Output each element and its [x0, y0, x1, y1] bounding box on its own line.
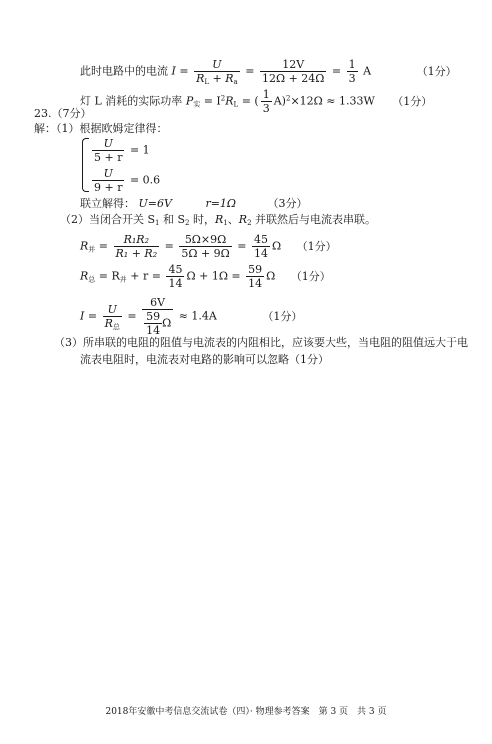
solution-part2-heading: （2）当闭合开关 $S_1$ 和 $S_2$ 时，$R_1$、$R_2$ 并联然后与电流表串联。 — [60, 213, 377, 227]
equation-b: $\frac{U}{9 + r}$ = 0.6 — [94, 167, 161, 194]
fraction-voltage-over-resistance: $\frac{12V}{12\Omega + 24\Omega}$ — [261, 58, 325, 85]
fraction-u-over-r — [194, 58, 240, 85]
power-calc-line: 灯 L 消耗的实际功率 $P_实 = I^2R_L$ = ( $\frac{1}{3}$ A)$^2$×12Ω ≈ 1.33W （1分） — [80, 88, 433, 115]
current-result-line: I = $\frac{U}{R_总}$ = 6V $\frac{59}{14}$ Ω ≈ 1.4A （1分） — [80, 296, 303, 337]
score-label: （3分） — [267, 197, 308, 210]
score-label: （1分） — [392, 94, 433, 108]
power-symbol: P — [185, 94, 194, 108]
fraction-one-third: $\frac{1}{3}$ — [262, 88, 270, 115]
solution-part3-line1: （3）所串联的电阻的阻值与电流表的内阻相比，应该要大些，当电阻的阻值远大于电 — [54, 336, 468, 349]
fraction-one-third: $\frac{1}{3}$ — [348, 58, 356, 85]
score-label: （1分） — [290, 269, 331, 283]
solution-label: 解： — [34, 122, 56, 135]
power-calc-text: 灯 L 消耗的实际功率 — [80, 94, 183, 108]
total-resistance-line: $R_总 = R_并 + r$ = $\frac{45}{14}$ Ω + 1Ω = $\frac{59}{14}$ Ω （1分） — [80, 263, 331, 290]
current-calc-line: 此时电路中的电流 I = $\frac{U}{R_L + R_a}$ = $\frac{12V}{12\Omega + 24\Omega}$ = $\frac{1}{3}$ A （1分） — [80, 58, 457, 86]
score-label: （1分） — [416, 64, 457, 78]
equation-a: $\frac{U}{5 + r}$ = 1 — [94, 137, 150, 164]
solution-part3-line2: 流表电阻时，电流表对电路的影响可以忽略（1分） — [80, 353, 329, 366]
score-label: （1分） — [296, 239, 337, 253]
unit-ampere: A — [363, 64, 372, 78]
question-23-heading: 23.（7分） — [34, 107, 92, 120]
parallel-resistance-line: $R_并$ = $\frac{\text{R₁R₂}}{\text{R₁ + R₂}}$ = $\frac{5\Omega\times 9\Omega}{5\Omega + 9\Omega}$ = $\frac{45}{14}$ Ω （1分） — [80, 233, 337, 260]
current-calc-text: 此时电路中的电流 — [80, 64, 168, 78]
score-label: （1分） — [262, 309, 303, 323]
solution-part1-heading: 解：（1）根据欧姆定律得： — [34, 122, 168, 135]
equals-sign: = — [179, 64, 189, 78]
solve-result-line: 联立解得： U=6V r=1Ω （3分） — [80, 197, 308, 210]
equation-system-brace — [82, 138, 89, 192]
fraction-numerator: U — [194, 58, 240, 72]
fraction-denominator: $R_L + R_a$ — [196, 72, 238, 86]
current-symbol: I — [171, 64, 176, 78]
page-footer: 2018年安徽中考信息交流试卷（四）· 物理参考答案 第 3 页 共 3 页 — [105, 707, 387, 717]
